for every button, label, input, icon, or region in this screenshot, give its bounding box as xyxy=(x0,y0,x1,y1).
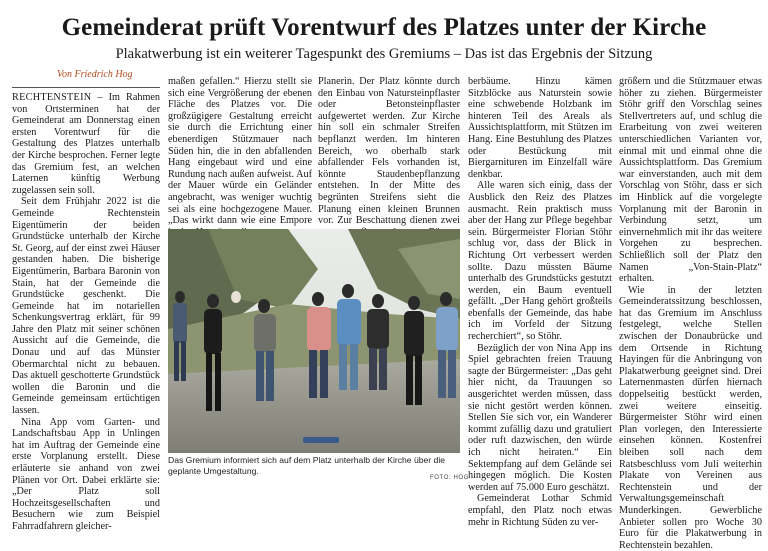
paragraph: größern und die Stützmauer etwas höher zu ziehen. Bürgermeister Stöhr griff den Vorschlag seines Stellvertreters auf, und schlug die Erarbeitung von zwei weiteren unterschiedlichen Varianten vor, einmal mit und einmal ohne die Aussichtsplattform. Das Gremium war einverstanden, auch mit dem Vorschlag von Stöhr, dass er sich im Hinblick auf die vorgelegte Vorplanung mit der Baronin in Verbindung setzt, um einvernehmlich mit ihr das weitere Vorgehen zu besprechen. Schließlich soll der Platz den Namen „Von-Stain-Platz“ erhalten. xyxy=(619,76,762,285)
paragraph: Gemeinderat Lothar Schmid empfahl, den Platz noch etwas mehr in Richtung Süden zu ver- xyxy=(468,493,612,528)
subheadline: Plakatwerbung ist ein weiterer Tagespunkt des Gremiums – Das ist das Ergebnis der Sitzung xyxy=(115,46,653,62)
group-photo-illustration xyxy=(168,229,460,453)
headline: Gemeinderat prüft Vorentwurf des Platzes unter der Kirche xyxy=(61,14,707,41)
article-column-1 xyxy=(12,92,160,532)
byline-divider xyxy=(12,87,160,88)
byline: Von Friedrich Hog xyxy=(57,69,133,80)
photo-credit: FOTO: HOG xyxy=(430,475,469,481)
article-column-5 xyxy=(619,76,762,551)
article-column-3 xyxy=(318,76,460,226)
dateline: RECHTENSTEIN xyxy=(12,92,92,103)
article-column-4 xyxy=(468,76,612,528)
paragraph xyxy=(12,92,160,196)
paragraph: berbäume. Hinzu kämen Sitzblöcke aus Naturstein sowie eine schwebende Holzbank im hinteren Teil des Areals als Aussichtsplattform, mit Stützen im Hang. Eine Bestuhlung des Platzes oder Bestückung mit Biergarnituren im Einzelfall wäre denkbar. xyxy=(468,76,612,180)
paragraph: Bezüglich der von Nina App ins Spiel gebrachten freien Trauung sagte der Bürgermeister: „Das geht hier nicht, da Trauungen so ausgerichtet werden müssen, dass sie nicht gestört werden können. Stellen Sie sich vor, ein Wanderer kommt zufällig dazu und gratuliert oder ruft dazwischen, den würde ich nicht heiraten.“ Ein Sektempfang auf dem Gelände sei hingegen möglich. Die Kosten werden auf 75.000 Euro geschätzt. xyxy=(468,342,612,493)
photo-caption: Das Gremium informiert sich auf dem Platz unterhalb der Kirche über die geplante Umgestaltung. xyxy=(168,455,446,476)
paragraph: Planerin. Der Platz könnte durch den Einbau von Natursteinpflaster oder Betonsteinpflaster aufgewertet werden. Zur Kirche hin soll ein schmaler Streifen bepflanzt werden. Im hinteren Bereich, wo oberhalb stark abfallender Fels vorhanden ist, könnte Staudenbepflanzung entstehen. In der Mitte des begrünten Streifens sieht die Planung einen kleinen Brunnen vor. Zur Beschattung dienen zwei xyxy=(318,76,460,227)
article-column-2 xyxy=(168,76,312,226)
paragraph: Nina App vom Garten- und Landschaftsbau App in Unlingen hat im Auftrag der Gemeinde eine erste Vorplanung erstellt. Diese erläuterte sie anhand von zwei Plänen vor Ort. Dabei erklärte sie: „Der Platz soll Hochzeitsgesellschaften und Besuchern wie zum Beispiel Fahrradfahrern gleicher- xyxy=(12,416,160,532)
paragraph: maßen gefallen.“ Hierzu stellt sie sich eine Vergrößerung der ebenen Fläche des Platzes vor. Die großzügigere Gestaltung erreicht sie durch die Errichtung einer ebenerdigen Stützmauer nach Süden hin, die in den abfallenden Hang eingebaut wird und eine Rundung nach außen aufweist. Auf der Mauer würde ein Geländer angebracht, was weniger wuchtig sei als eine hochgezogene Mauer. „Das wirkt dann wie eine Empore xyxy=(168,76,312,227)
paragraph-text: – Im Rahmen von Ortsterminen hat der Gemeinderat am Donnerstag einen ersten Vorentwurf für die Gestaltung des Platzes unterhalb der Kirche besprochen. Ferner legte das Gremium fest, an welchen Laternen künftig Werbung zugelassen sein soll. xyxy=(12,92,160,196)
paragraph: Wie in der letzten Gemeinderatssitzung beschlossen, hat das Gremium im Anschluss festgelegt, welche Stellen zwischen der Donaubrücke und dem Ortsende in Richtung Hayingen für die Anbringung von Plakatwerbung geeignet sind. Drei Laternenmasten dürfen hiernach doppelseitig bestückt werden, zwei weitere einseitig. Bürgermeister Stöhr wird einen Plan vorlegen, den Interessierte einsehen können. Kostenfrei bleiben soll nach dem Ratsbeschluss vom Juli weiterhin Plakate von Vereinen aus Rechtenstein und der Verwaltungsgemeinschaft Munderkingen. Gewerbliche Anbieter sollen pro Woche 30 Euro für die Plakatwerbung in Rechtenstein bezahlen. xyxy=(619,284,762,551)
paragraph: Alle waren sich einig, dass der Ausblick den Reiz des Platzes ausmacht. Rein praktisch muss aber der Hang zur Pflege begehbar sein. Bürgermeister Florian Stöhr schlug vor, dass der Blick in Richtung Ort verbessert werden sollte. Dazu müssten Bäume unterhalb des Grundstücks gestutzt werden, ein Baum eventuell gefällt. „Der Hang gehört großteils ebenfalls der Gemeinde, das habe ich im Vorfeld der Sitzung recherchiert“, so Stöhr. xyxy=(468,180,612,343)
article-photo xyxy=(168,229,460,453)
paragraph: Seit dem Frühjahr 2022 ist die Gemeinde Rechtenstein Eigentümerin der beiden Grundstücke unterhalb der Kirche St. Georg, auf der einst zwei Häuser gestanden haben. Die bisherige Eigentümerin, Barbara Baronin von Stain, hat der Gemeinde die Grundstücke geschenkt. Die Gemeinde hat im notariellen Schenkungsvertrag erklärt, für 99 Jahre den Platz mit seiner schönen Aussicht auf die Gemeinde, die Donau und auf das Münster Obermarchtal nicht zu bebauen. Das aktuell geschotterte Grundstück wollen die Baronin und die Gemeinde gemeinsam ertüchtigen lassen. xyxy=(12,196,160,417)
